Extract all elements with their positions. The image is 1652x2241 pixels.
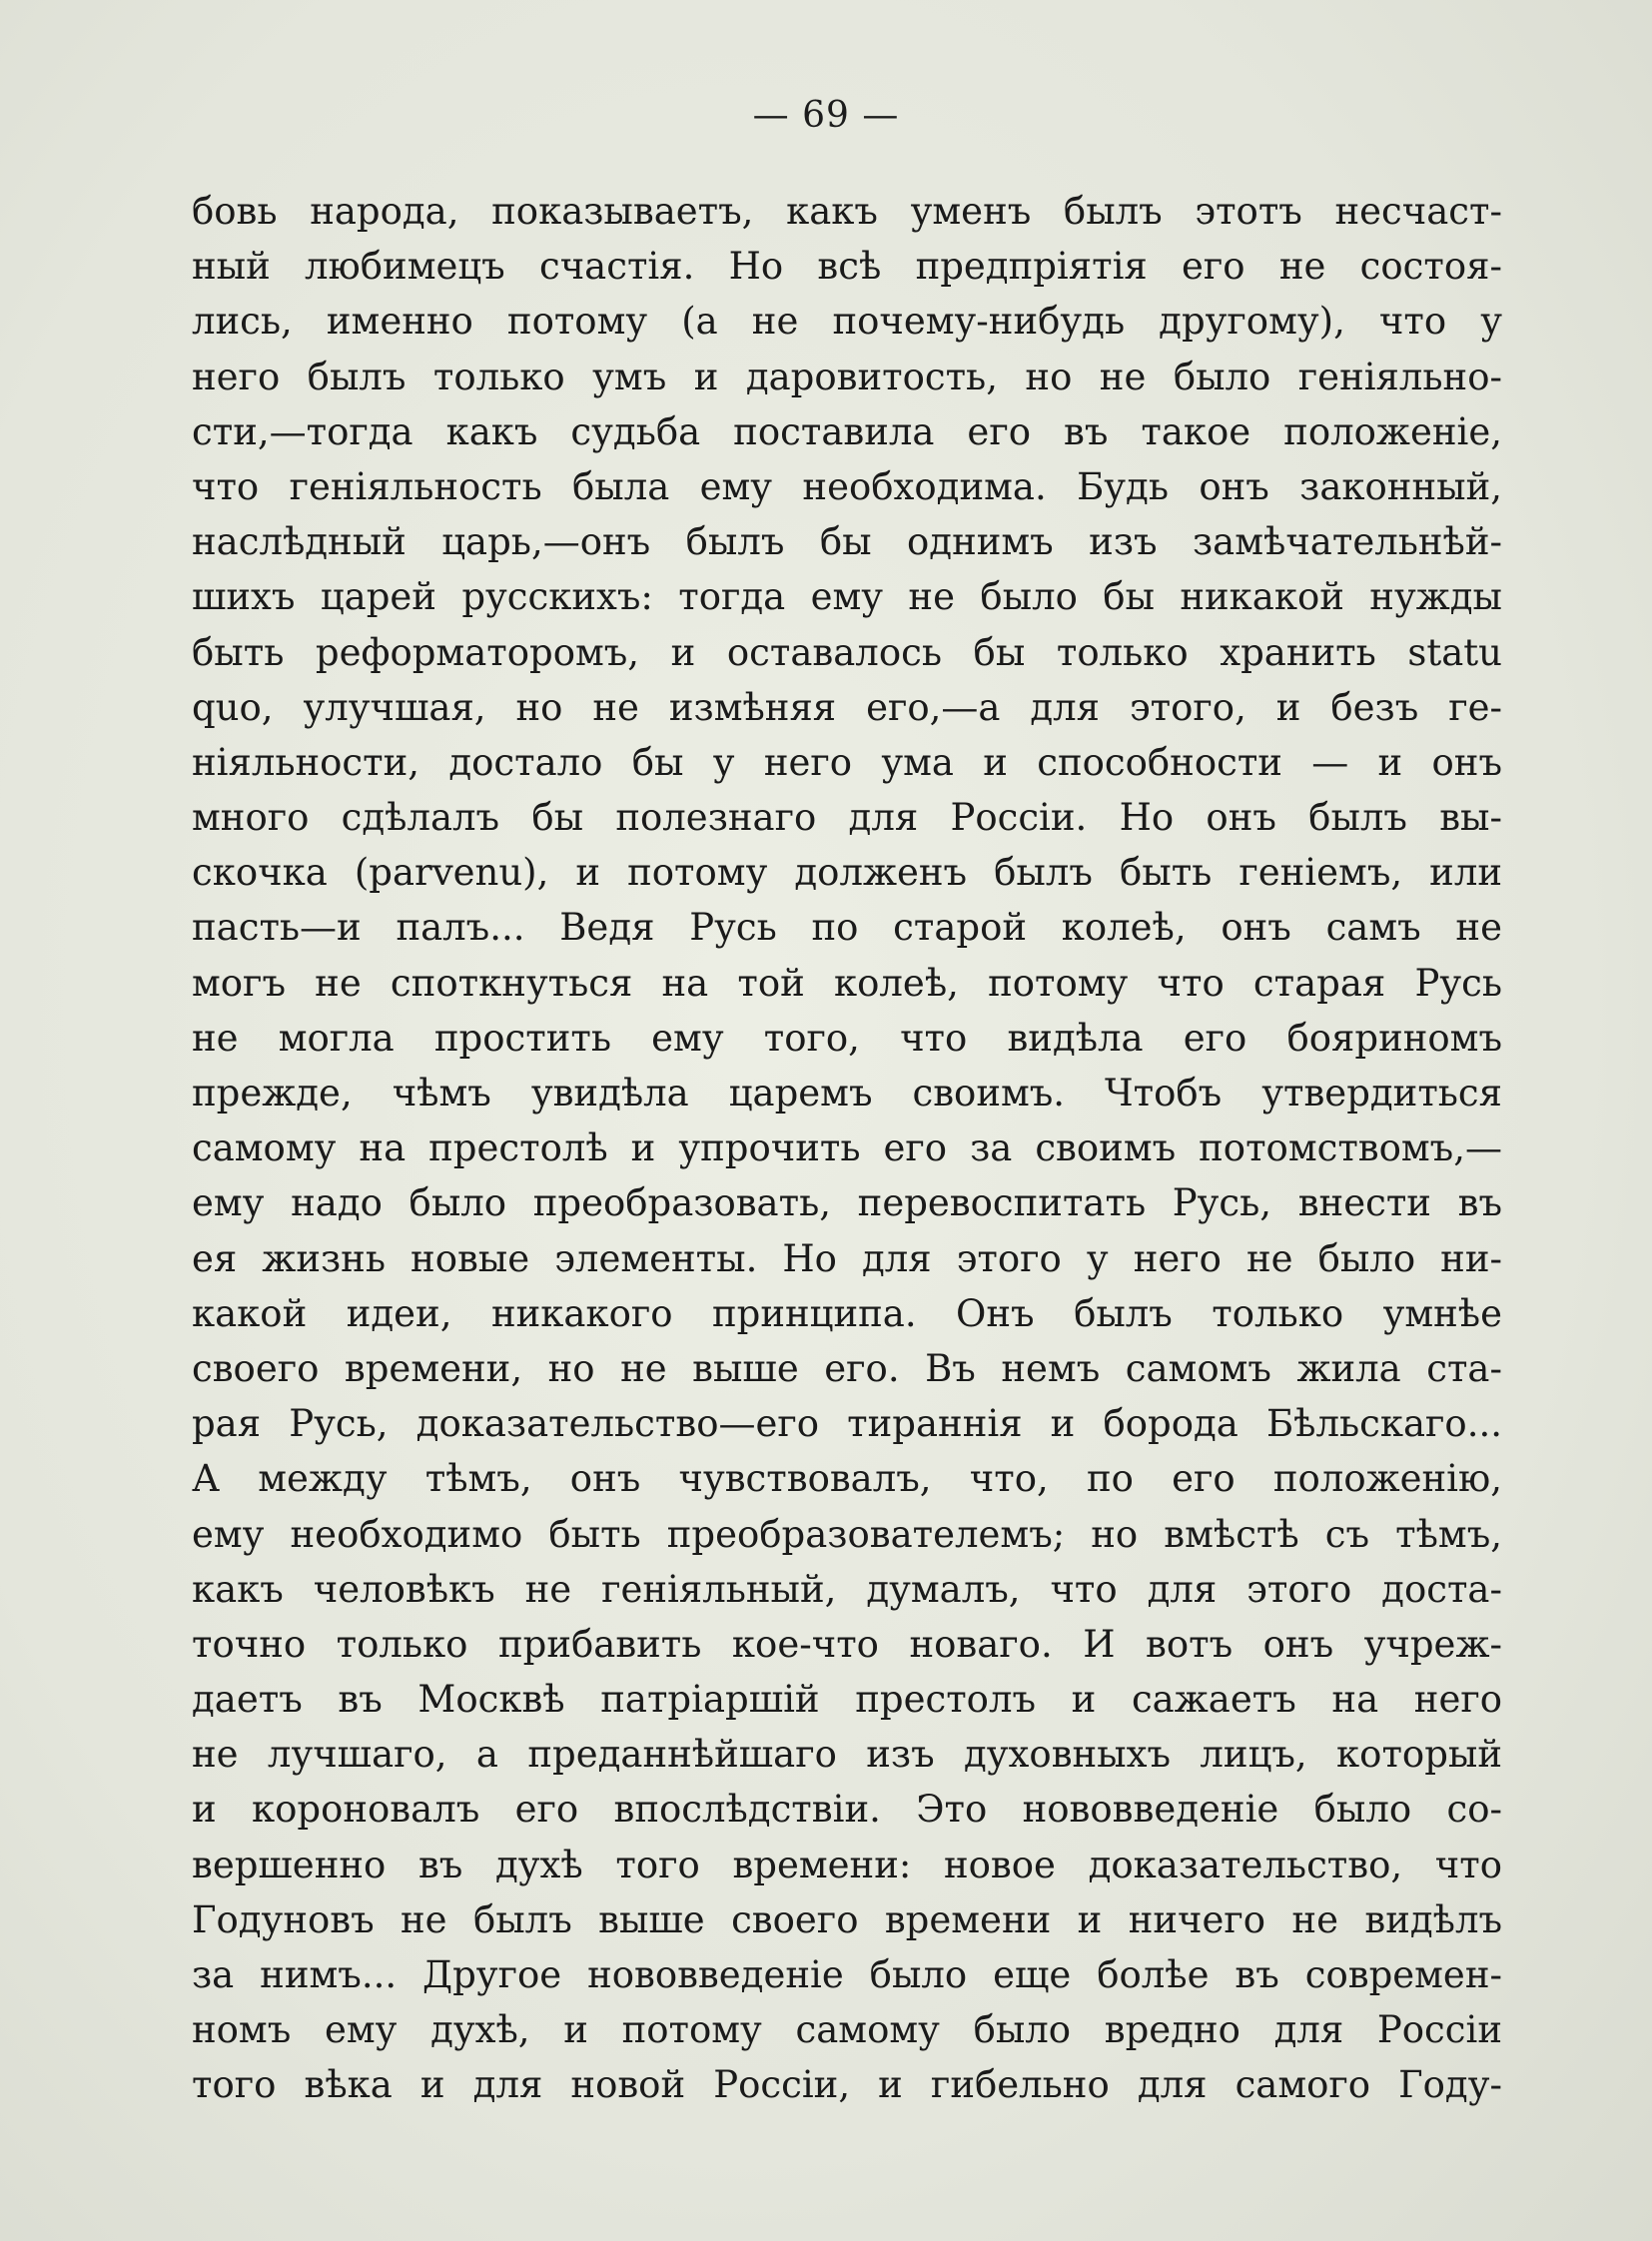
text-line: Годуновъ не былъ выше своего времени и ничего не видѣлъ	[192, 1897, 1502, 1941]
body-text	[192, 184, 1502, 2113]
text-line: рая Русь, доказательство—его тираннія и борода Бѣльскаго...	[192, 1402, 1502, 1446]
text-line: сти,—тогда какъ судьба поставила его въ такое положеніе,	[192, 409, 1502, 453]
text-line: лись, именно потому (а не почему-нибудь другому), что у	[192, 300, 1502, 344]
text-line: что геніяльность была ему необходима. Будь онъ законный,	[192, 464, 1502, 508]
text-line: быть реформаторомъ, и оставалось бы только хранить statu	[192, 630, 1502, 674]
text-line: ему надо было преобразовать, перевоспитать Русь, внести въ	[192, 1181, 1502, 1225]
page-number: — 69 —	[752, 95, 900, 136]
text-line: много сдѣлалъ бы полезнаго для Россіи. Но онъ былъ вы-	[192, 796, 1502, 840]
text-line: какъ человѣкъ не геніяльный, думалъ, что для этого доста-	[192, 1567, 1502, 1611]
text-line: своего времени, но не выше его. Въ немъ самомъ жила ста-	[192, 1346, 1502, 1390]
text-line: ея жизнь новые элементы. Но для этого у него не было ни-	[192, 1236, 1502, 1280]
text-line: quo, улучшая, но не измѣняя его,—а для этого, и безъ ге-	[192, 685, 1502, 729]
text-line: наслѣдный царь,—онъ былъ бы однимъ изъ замѣчательнѣй-	[192, 520, 1502, 564]
text-line: вершенно въ духѣ того времени: новое доказательство, что	[192, 1843, 1502, 1886]
text-line: точно только прибавить кое-что новаго. И вотъ онъ учреж-	[192, 1622, 1502, 1666]
text-line: него былъ только умъ и даровитость, но не было геніяльно-	[192, 355, 1502, 398]
text-line: ему необходимо быть преобразователемъ; но вмѣстѣ съ тѣмъ,	[192, 1512, 1502, 1556]
text-line: скочка (parvenu), и потому долженъ былъ быть геніемъ, или	[192, 851, 1502, 895]
text-line: А между тѣмъ, онъ чувствовалъ, что, по его положенію,	[192, 1457, 1502, 1501]
text-line: даетъ въ Москвѣ патріаршій престолъ и сажаетъ на него	[192, 1678, 1502, 1722]
text-line: могъ не споткнуться на той колеѣ, потому что старая Русь	[192, 961, 1502, 1005]
text-line: прежде, чѣмъ увидѣла царемъ своимъ. Чтобъ утвердиться	[192, 1072, 1502, 1115]
text-line: номъ ему духѣ, и потому самому было вредно для Россіи	[192, 2008, 1502, 2052]
text-line: ніяльности, достало бы у него ума и способности — и онъ	[192, 740, 1502, 784]
text-line: самому на престолѣ и упрочить его за своимъ потомствомъ,—	[192, 1126, 1502, 1170]
text-line: и короновалъ его впослѣдствіи. Это нововведеніе было со-	[192, 1788, 1502, 1832]
text-line: бовь народа, показываетъ, какъ уменъ былъ этотъ несчаст-	[192, 190, 1502, 233]
text-line: ный любимецъ счастія. Но всѣ предпріятія его не состоя-	[192, 245, 1502, 289]
text-line: не лучшаго, а преданнѣйшаго изъ духовныхъ лицъ, который	[192, 1733, 1502, 1777]
text-line: пасть—и палъ... Ведя Русь по старой колеѣ, онъ самъ не	[192, 906, 1502, 950]
text-line: шихъ царей русскихъ: тогда ему не было бы никакой нужды	[192, 575, 1502, 619]
text-line: не могла простить ему того, что видѣла его бояриномъ	[192, 1016, 1502, 1060]
text-line: какой идеи, никакого принципа. Онъ былъ только умнѣе	[192, 1291, 1502, 1335]
text-line: того вѣка и для новой Россіи, и гибельно для самого Году-	[192, 2063, 1502, 2107]
text-line: за нимъ... Другое нововведеніе было еще болѣе въ современ-	[192, 1953, 1502, 1996]
